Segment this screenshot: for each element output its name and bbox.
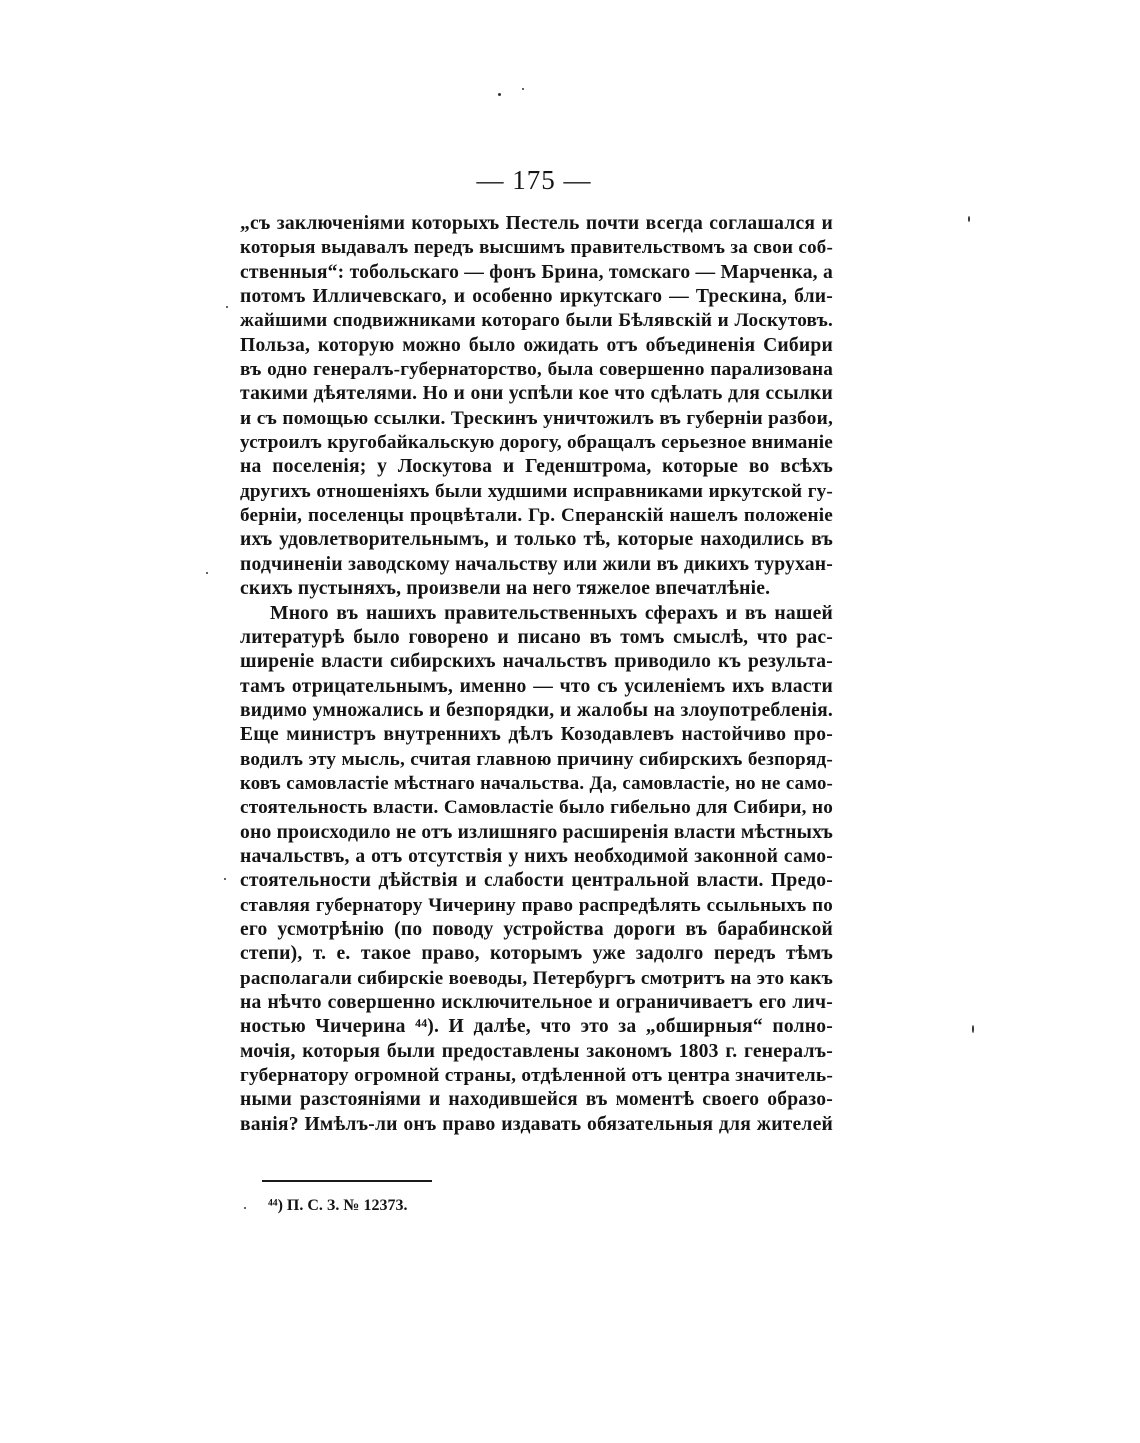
text-line: водилъ эту мысль, считая главною причину сибирскихъ безпоряд- (240, 748, 833, 770)
text-line: которыя выдавалъ передъ высшимъ правительствомъ за свои соб- (240, 237, 833, 259)
text-line: ными разстояніями и находившейся въ моментѣ своего образо- (240, 1089, 833, 1111)
text-line: устроилъ кругобайкальскую дорогу, обращалъ серьезное вниманіе (240, 432, 833, 454)
footnote: ⁴⁴) П. С. З. № 12373. (268, 1197, 408, 1214)
scan-speck (968, 216, 970, 222)
body-text (240, 212, 833, 1137)
text-line: степи), т. е. такое право, которымъ уже задолго передъ тѣмъ (240, 943, 833, 965)
text-line: оно происходило не отъ излишняго расширенія власти мѣстныхъ (240, 821, 833, 843)
footnote-divider (262, 1180, 432, 1182)
text-line: жайшими сподвижниками котораго были Бѣлявскій и Лоскутовъ. (240, 310, 833, 332)
text-line: ставляя губернатору Чичерину право распредѣлять ссыльныхъ по (240, 894, 833, 916)
text-line: видимо умножались и безпорядки, и жалобы на злоупотребленія. (240, 699, 833, 721)
text-line: такими дѣятелями. Но и они успѣли кое что сдѣлать для ссылки (240, 383, 833, 405)
scan-speck (522, 88, 524, 90)
text-line: ширеніе власти сибирскихъ начальствъ приводило къ результа- (240, 651, 833, 673)
text-line: въ одно генералъ-губернаторство, была совершенно парализована (240, 359, 833, 381)
scan-speck (498, 93, 501, 96)
page-number: — 175 — (476, 165, 592, 195)
text-line: губернатору огромной страны, отдѣленной отъ центра значитель- (240, 1065, 833, 1087)
text-line: на нѣчто совершенно исключительное и ограничиваетъ его лич- (240, 992, 833, 1013)
text-line: ностью Чичерина ⁴⁴). И далѣе, что это за „обширныя“ полно- (240, 1016, 833, 1038)
text-line: ванія? Имѣлъ-ли онъ право издавать обязательныя для жителей (240, 1113, 833, 1135)
scan-speck (206, 572, 208, 574)
text-line: подчиненіи заводскому начальству или жили въ дикихъ турухан- (240, 553, 833, 575)
text-line: литературѣ было говорено и писано въ томъ смыслѣ, что рас- (240, 626, 833, 648)
text-line: начальствъ, а отъ отсутствія у нихъ необходимой законной само- (240, 845, 833, 867)
text-line: тамъ отрицательнымъ, именно — что съ усиленіемъ ихъ власти (240, 675, 833, 697)
text-line: стоятельности дѣйствія и слабости центральной власти. Предо- (240, 870, 833, 892)
scan-speck (972, 1025, 974, 1033)
paragraph-end-line: скихъ пустыняхъ, произвели на него тяжелое впечатлѣніе. (240, 578, 771, 600)
text-line: ственныя“: тобольскаго — фонъ Брина, томскаго — Марченка, а (240, 261, 833, 283)
text-line: берніи, поселенцы процвѣтали. Гр. Сперанскій нашелъ положеніе (240, 505, 833, 527)
text-line: его усмотрѣнію (по поводу устройства дороги въ барабинской (240, 918, 833, 940)
text-line: Польза, которую можно было ожидать отъ объединенія Сибири (240, 334, 833, 356)
text-line: стоятельность власти. Самовластіе было гибельно для Сибири, но (240, 797, 833, 819)
scan-speck (244, 1207, 246, 1209)
text-line: Еще министръ внутреннихъ дѣлъ Козодавлевъ настойчиво про- (240, 724, 833, 746)
text-line: другихъ отношеніяхъ были худшими исправниками иркутской гу- (240, 480, 833, 502)
paragraph-start-line: Много въ нашихъ правительственныхъ сферахъ и въ нашей (270, 602, 833, 624)
text-line: ковъ самовластіе мѣстнаго начальства. Да, самовластіе, но не само- (240, 772, 833, 794)
text-line: „съ заключеніями которыхъ Пестель почти всегда соглашался и (240, 213, 833, 234)
scan-speck (224, 878, 226, 880)
text-line: и съ помощью ссылки. Трескинъ уничтожилъ въ губерніи разбои, (240, 407, 833, 429)
text-line: располагали сибирскіе воеводы, Петербургъ смотритъ на это какъ (240, 967, 833, 989)
text-line: потомъ Илличевскаго, и особенно иркутскаго — Трескина, бли- (240, 286, 833, 308)
scan-speck (226, 306, 228, 308)
text-line: ихъ удовлетворительнымъ, и только тѣ, которые находились въ (240, 529, 833, 551)
text-line: на поселенія; у Лоскутова и Геденштрома, которые во всѣхъ (240, 456, 833, 478)
text-line: мочія, которыя были предоставлены закономъ 1803 г. генералъ- (240, 1040, 833, 1062)
